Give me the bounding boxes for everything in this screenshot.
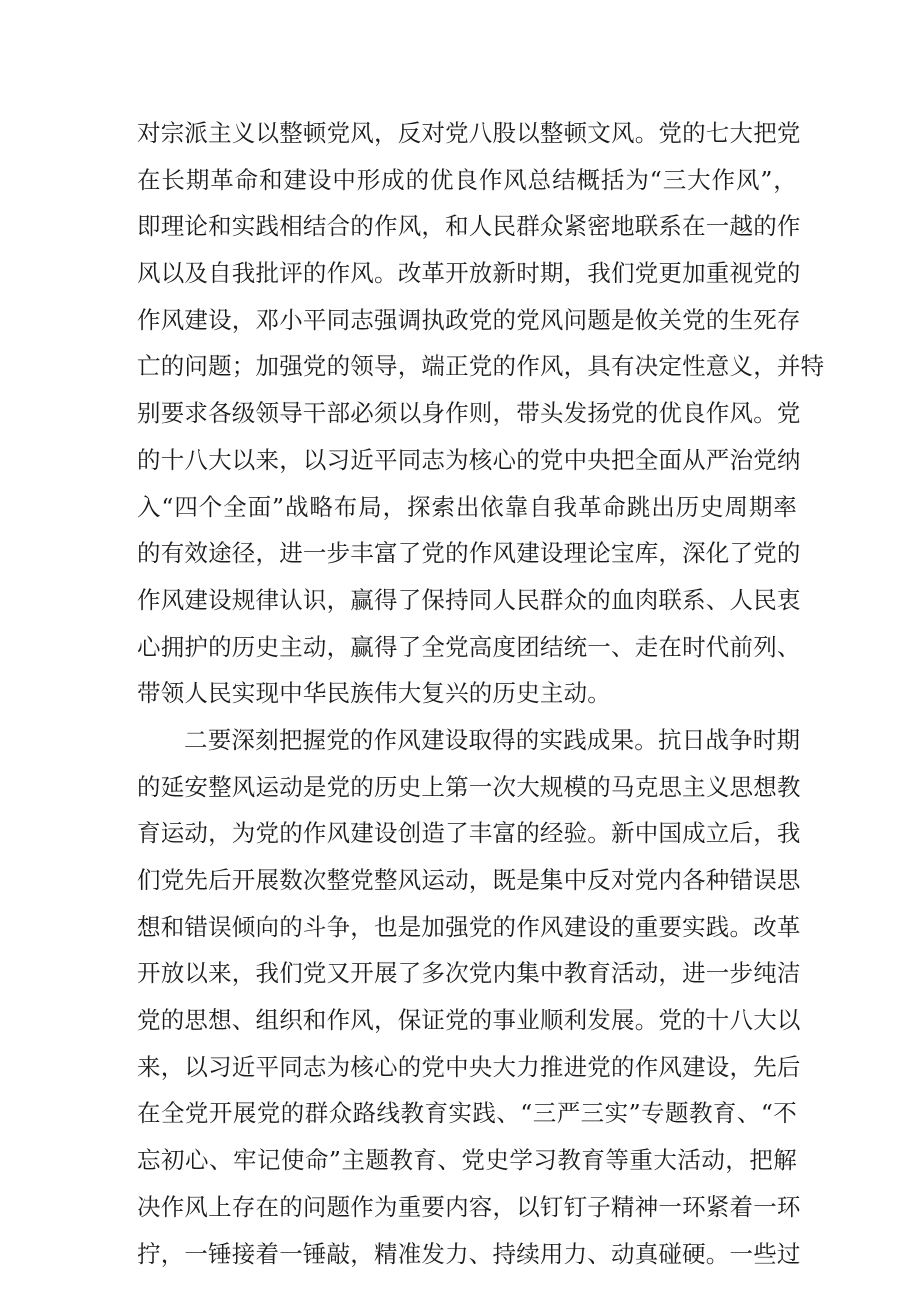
text-line: 们党先后开展数次整党整风运动，既是集中反对党内各种错误思 (137, 866, 801, 894)
text-line: 党的思想、组织和作风，保证党的事业顺利发展。党的十八大以 (137, 1006, 801, 1035)
text-line: 入“四个全面”战略布局，探索出依靠自我革命跳出历史周期率 (137, 492, 797, 521)
text-line: 亡的问题；加强党的领导，端正党的作风，具有决定性意义，并特 (137, 352, 825, 381)
text-line: 拧，一锤接着一锤敲，精准发力、持续用力、动真碰硬。一些过 (137, 1239, 801, 1268)
text-line: 别要求各级领导干部必须以身作则，带头发扬党的优良作风。党 (137, 399, 801, 428)
text-line: 的延安整风运动是党的历史上第一次大规模的马克思主义思想教 (137, 772, 801, 801)
text-line: 在全党开展党的群众路线教育实践、“三严三实”专题教育、“不 (137, 1099, 797, 1128)
text-line: 的十八大以来，以习近平同志为核心的党中央把全面从严治党纳 (137, 445, 801, 474)
text-line: 风以及自我批评的作风。改革开放新时期，我们党更加重视党的 (137, 259, 801, 288)
text-line: 开放以来，我们党又开展了多次党内集中教育活动，进一步纯洁 (137, 959, 801, 988)
document-body-text (137, 110, 825, 1277)
text-line: 即理论和实践相结合的作风，和人民群众紧密地联系在一越的作 (137, 212, 801, 241)
text-line: 作风建设规律认识，赢得了保持同人民群众的血肉联系、人民衷 (137, 585, 801, 614)
text-line: 来，以习近平同志为核心的党中央大力推进党的作风建设，先后 (137, 1052, 801, 1081)
text-line: 忘初心、牢记使命”主题教育、党史学习教育等重大活动，把解 (137, 1146, 797, 1175)
text-line: 对宗派主义以整顿党风，反对党八股以整顿文风。党的七大把党 (137, 119, 801, 147)
text-line: 二要深刻把握党的作风建设取得的实践成果。抗日战争时期 (184, 725, 801, 754)
text-line: 的有效途径，进一步丰富了党的作风建设理论宝库，深化了党的 (137, 539, 801, 568)
text-line: 带领人民实现中华民族伟大复兴的历史主动。 (137, 679, 611, 708)
text-line: 育运动，为党的作风建设创造了丰富的经验。新中国成立后，我 (137, 819, 801, 848)
text-line: 心拥护的历史主动，赢得了全党高度团结统一、走在时代前列、 (137, 632, 801, 661)
text-line: 作风建设，邓小平同志强调执政党的党风问题是攸关党的生死存 (137, 305, 801, 334)
text-line: 决作风上存在的问题作为重要内容，以钉钉子精神一环紧着一环 (137, 1192, 801, 1221)
text-line: 在长期革命和建设中形成的优良作风总结概括为“三大作风”， (137, 165, 797, 194)
text-line: 想和错误倾向的斗争，也是加强党的作风建设的重要实践。改革 (137, 912, 801, 941)
